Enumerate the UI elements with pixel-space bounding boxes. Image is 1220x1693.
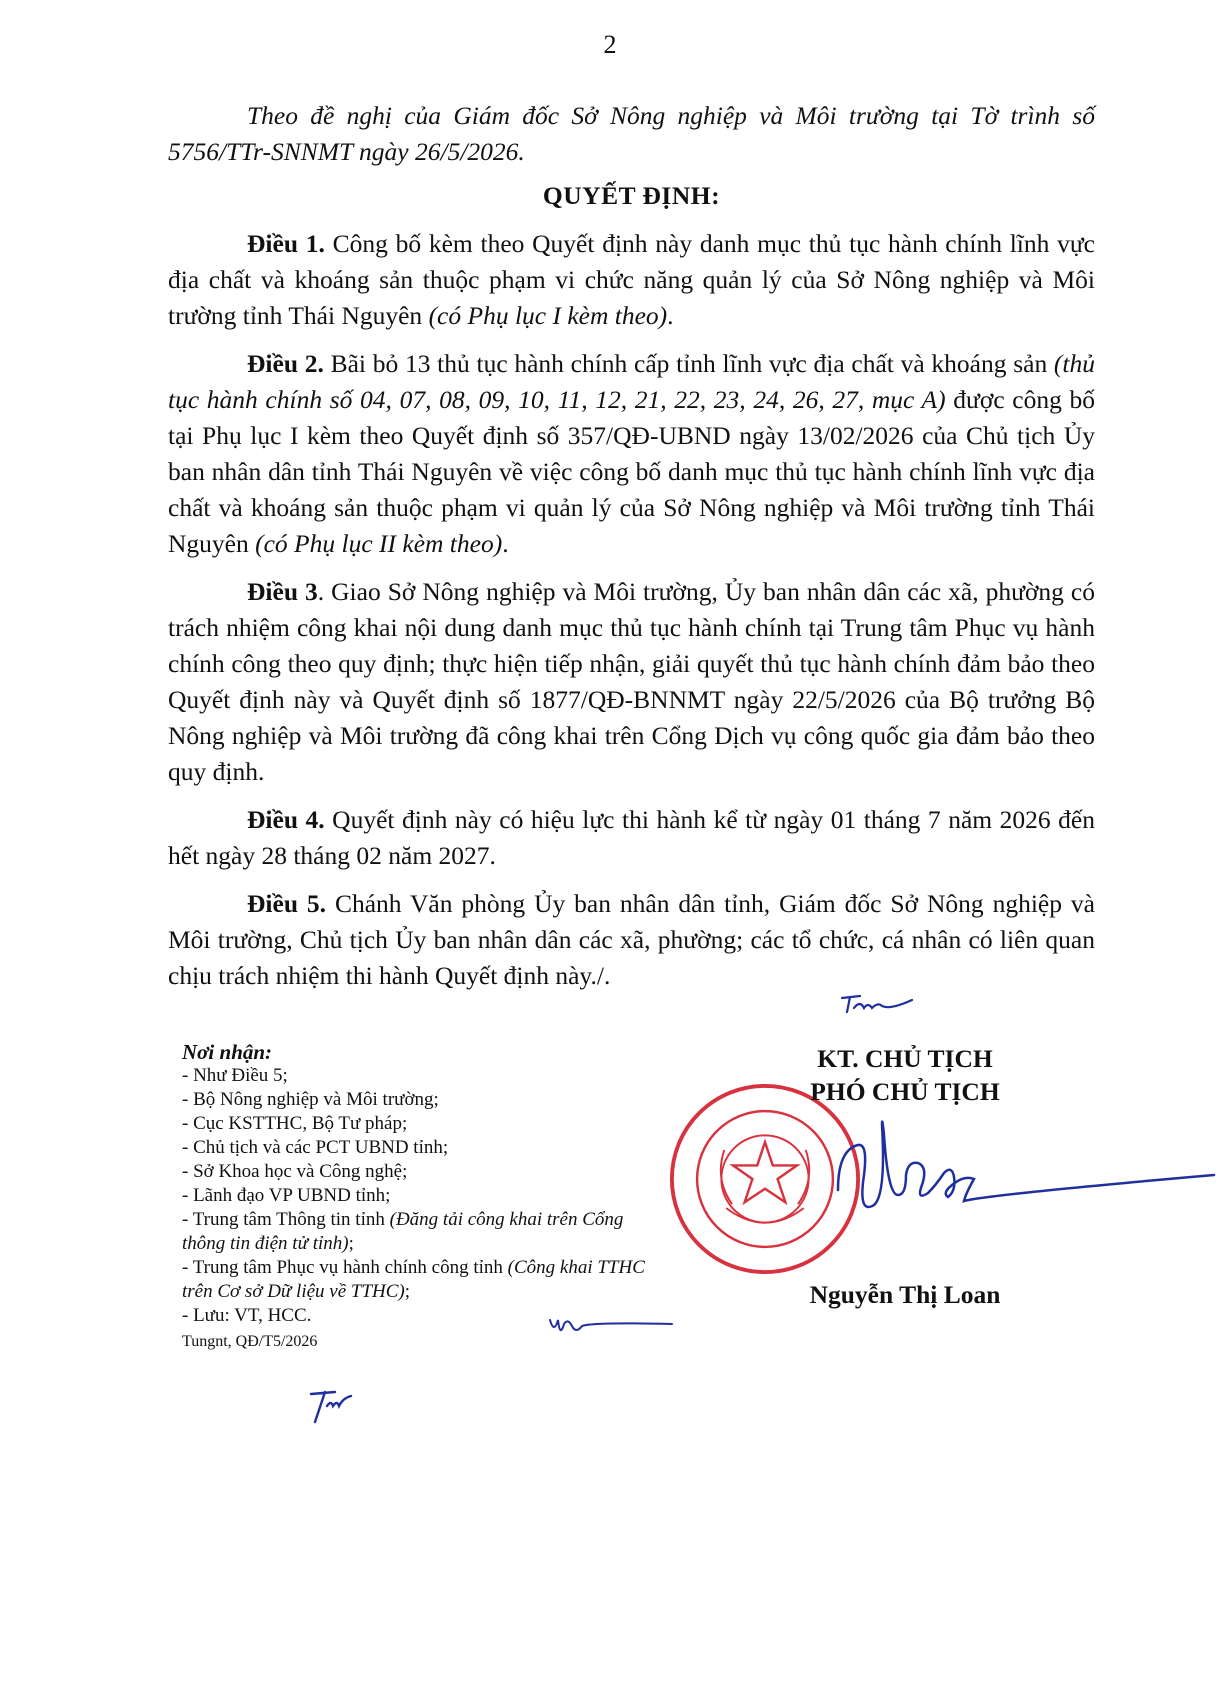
recipient-item-tail: ; xyxy=(404,1281,411,1302)
recipient-item-text: - Trung tâm Phục vụ hành chính công tỉnh xyxy=(182,1257,508,1278)
page-number: 2 xyxy=(603,30,617,59)
recipient-item: - Lãnh đạo VP UBND tỉnh; xyxy=(182,1185,391,1206)
recipient-item-tail: ; xyxy=(348,1233,354,1254)
recipient-item: - Sở Khoa học và Công nghệ; xyxy=(182,1161,408,1182)
recipient-item-archive: - Lưu: VT, HCC. xyxy=(182,1305,312,1326)
article-4-text: Quyết định này có hiệu lực thi hành kể từ ngày 01 tháng 7 năm 2026 đến hết ngày 28 tháng 02 năm 2027. xyxy=(168,805,1095,870)
recipient-item-text: - Trung tâm Thông tin tỉnh xyxy=(182,1209,390,1230)
preamble xyxy=(168,98,1095,170)
article-1-note: (có Phụ lục I kèm theo) xyxy=(428,301,668,330)
article-5-text: Chánh Văn phòng Ủy ban nhân dân tỉnh, Giám đốc Sở Nông nghiệp và Môi trường, Chủ tịch Ủy ban nhân dân các xã, phường; các tổ chức, cá nhân có liên quan chịu trách nhiệm thi hành Quyết định này./. xyxy=(168,889,1095,990)
recipient-initial-icon xyxy=(548,1312,678,1342)
article-4 xyxy=(168,802,1095,874)
signer-name: Nguyễn Thị Loan xyxy=(809,1280,1001,1309)
recipient-item-info-center xyxy=(182,1208,662,1256)
article-2-label: Điều 2. xyxy=(247,349,324,378)
signer-subtitle: PHÓ CHỦ TỊCH xyxy=(810,1077,1000,1106)
article-1 xyxy=(168,226,1095,334)
article-1-tail: . xyxy=(667,301,674,330)
document-body xyxy=(168,98,1095,1006)
recipient-item: - Chủ tịch và các PCT UBND tỉnh; xyxy=(182,1137,449,1158)
article-2 xyxy=(168,346,1095,562)
recipient-item: - Như Điều 5; xyxy=(182,1065,288,1086)
article-1-label: Điều 1. xyxy=(247,229,325,258)
article-2-tail: . xyxy=(502,529,509,558)
recipient-item-note: (Đăng tải công khai trên Cổng thông tin điện tử tỉnh) xyxy=(182,1209,624,1254)
file-code: Tungnt, QĐ/T5/2026 xyxy=(182,1333,318,1350)
initial-scribble-icon xyxy=(838,990,918,1016)
article-1-text: Công bố kèm theo Quyết định này danh mục thủ tục hành chính lĩnh vực địa chất và khoáng sản thuộc phạm vi chức năng quản lý của Sở Nông nghiệp và Môi trường tỉnh Thái Nguyên xyxy=(168,229,1096,330)
recipient-item-note: (Công khai TTHC trên Cơ sở Dữ liệu về TTHC) xyxy=(182,1257,645,1302)
article-3 xyxy=(168,574,1095,790)
article-2-note-2: (có Phụ lục II kèm theo) xyxy=(255,529,503,558)
signer-title-block xyxy=(760,1042,1050,1108)
article-5-label: Điều 5. xyxy=(247,889,327,918)
preamble-text: Theo đề nghị của Giám đốc Sở Nông nghiệp và Môi trường tại Tờ trình số 5756/TTr-SNNMT ngày 26/5/2026. xyxy=(168,101,1095,166)
recipient-item: - Bộ Nông nghiệp và Môi trường; xyxy=(182,1089,439,1110)
recipients-title: Nơi nhận: xyxy=(182,1040,273,1064)
article-2-note: (thủ tục hành chính số 04, 07, 08, 09, 10, 11, 12, 21, 22, 23, 24, 26, 27, mục A) xyxy=(168,349,1095,414)
clerk-initial-icon xyxy=(305,1382,353,1426)
article-2-text: Bãi bỏ 13 thủ tục hành chính cấp tỉnh lĩnh vực địa chất và khoáng sản xyxy=(323,349,1054,378)
recipient-item: - Cục KSTTHC, Bộ Tư pháp; xyxy=(182,1113,408,1134)
recipient-item-service-center xyxy=(182,1256,662,1304)
recipients-block xyxy=(182,1040,662,1354)
article-4-label: Điều 4. xyxy=(247,805,325,834)
handwritten-signature-icon xyxy=(830,1120,1210,1240)
article-2-text-continued: được công bố tại Phụ lục I kèm theo Quyết định số 357/QĐ-UBND ngày 13/02/2026 của Chủ tịch Ủy ban nhân dân tỉnh Thái Nguyên về việc công bố danh mục thủ tục hành chính lĩnh vực địa chất và khoáng sản thuộc phạm vi quản lý của Sở Nông nghiệp và Môi trường tỉnh Thái Nguyên xyxy=(168,385,1095,558)
decision-heading: QUYẾT ĐỊNH: xyxy=(542,181,721,210)
signer-title: KT. CHỦ TỊCH xyxy=(817,1044,993,1073)
article-5 xyxy=(168,886,1095,994)
article-3-label: Điều 3 xyxy=(247,577,318,606)
article-3-text: . Giao Sở Nông nghiệp và Môi trường, Ủy ban nhân dân các xã, phường có trách nhiệm công khai nội dung danh mục thủ tục hành chính tại Trung tâm Phục vụ hành chính công theo quy định; thực hiện tiếp nhận, giải quyết thủ tục hành chính đảm bảo theo Quyết định này và Quyết định số 1877/QĐ-BNNMT ngày 22/5/2026 của Bộ trưởng Bộ Nông nghiệp và Môi trường đã công khai trên Cổng Dịch vụ công quốc gia đảm bảo theo quy định. xyxy=(168,577,1096,786)
